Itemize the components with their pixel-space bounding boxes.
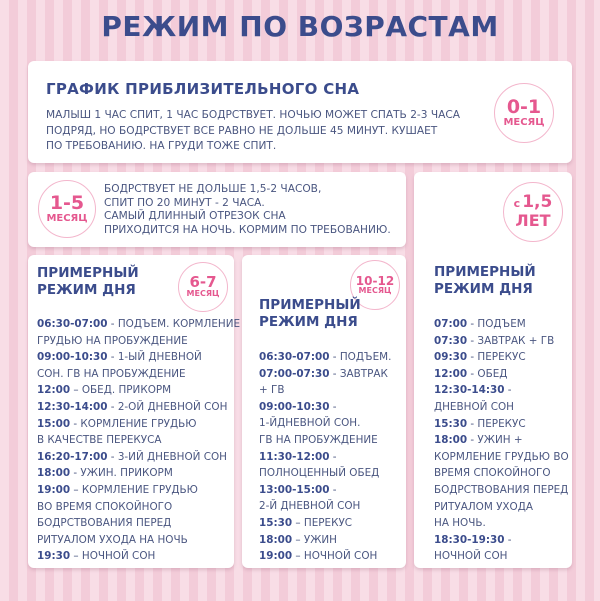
card-0-1-heading: ГРАФИК ПРИБЛИЗИТЕЛЬНОГО СНА [46,80,360,98]
schedule-time: 12:00 [434,367,468,380]
schedule-row [259,399,391,416]
schedule-row [259,548,391,565]
age-badge-unit: МЕСЯЦ [503,117,545,128]
card-from-1-5-heading [434,264,536,298]
card-6-7-month [28,255,241,568]
schedule-row [37,432,240,449]
age-badge-unit: МЕСЯЦ [46,213,88,224]
schedule-row [259,349,391,366]
age-badge-6-7 [178,262,228,312]
schedule-text: - [504,384,512,397]
schedule-row [37,316,240,333]
schedule-row [259,482,391,499]
card-1-5-line: БОДРСТВУЕТ НЕ ДОЛЬШЕ 1,5-2 ЧАСОВ, [104,183,322,195]
schedule-row [434,416,569,433]
schedule-text: ДНЕВНОЙ СОН [434,400,514,413]
schedule-text: – НОЧНОЙ СОН [292,550,378,563]
schedule-time: 16:20-17:00 [37,450,108,463]
schedule-time: 09:00-10:30 [259,400,330,413]
schedule-text: – ПЕРЕКУС [292,516,353,529]
heading-line: РЕЖИМ ДНЯ [37,282,136,298]
schedule-text: В КАЧЕСТВЕ ПЕРЕКУСА [37,434,162,447]
schedule-text: – НОЧНОЙ СОН [70,550,156,563]
schedule-row [37,399,240,416]
schedule-row [259,366,391,383]
card-10-12-heading [259,297,361,331]
schedule-time: 07:00 [434,318,468,330]
schedule-text: ВО ВРЕМЯ СПОКОЙНОГО [37,500,173,513]
schedule-row [434,316,569,333]
schedule-list [37,316,240,565]
card-1-5-line: СПИТ ПО 20 МИНУТ - 2 ЧАСА. [104,196,265,209]
schedule-row [37,382,240,399]
schedule-text: - КОРМЛЕНИЕ ГРУДЬЮ [70,417,197,430]
age-badge-value: 6-7 [189,273,217,292]
schedule-row [434,482,569,499]
schedule-row [434,333,569,350]
card-0-1-line: ПО ТРЕБОВАНИЮ. НА ГРУДИ ТОЖЕ СПИТ. [46,140,277,152]
schedule-row [37,548,240,565]
card-6-7-heading [37,265,139,299]
schedule-time: 09:00-10:30 [37,351,108,364]
schedule-text: РИТУАЛОМ УХОДА [434,500,533,513]
schedule-text: - ПОДЪЕМ. [329,351,392,363]
schedule-row [259,449,391,466]
schedule-text: - ЗАВТРАК + ГВ [467,334,555,347]
schedule-text: - 2-ОЙ ДНЕВНОЙ СОН [107,400,228,413]
schedule-row [259,532,391,549]
schedule-time: 11:30-12:00 [259,450,330,463]
schedule-row [259,432,391,449]
schedule-text: - ПЕРЕКУС [467,351,526,364]
schedule-text: - [329,400,337,413]
schedule-text: НОЧНОЙ СОН [434,550,508,563]
age-badge-value-group [513,191,553,212]
schedule-row [37,416,240,433]
schedule-time: 15:30 [259,516,293,529]
schedule-row [434,399,569,416]
schedule-time: 19:00 [259,550,293,563]
age-badge-value: 1-5 [49,192,85,214]
schedule-row [434,548,569,565]
schedule-row [37,499,240,516]
schedule-time: 12:30-14:00 [37,400,108,413]
schedule-text: 2-Й ДНЕВНОЙ СОН [259,500,361,513]
schedule-time: 15:00 [37,417,71,430]
schedule-time: 15:30 [434,417,468,430]
schedule-text: КОРМЛЕНИЕ ГРУДЬЮ ВО [434,450,569,463]
schedule-text: РИТУАЛОМ УХОДА НА НОЧЬ [37,533,188,546]
schedule-text: - ОБЕД [467,367,508,380]
schedule-list [434,316,569,565]
age-badge-prefix: с [513,196,521,210]
age-badge-0-1 [494,83,554,143]
card-0-1-line: ПОДРЯД, НО БОДРСТВУЕТ ВСЕ РАВНО НЕ ДОЛЬШЕ 45 МИНУТ. КУШАЕТ [46,124,438,137]
schedule-row [37,465,240,482]
schedule-row [434,432,569,449]
heading-line: РЕЖИМ ДНЯ [434,281,533,297]
age-badge-value: 0-1 [506,96,542,118]
schedule-text: - [504,533,512,546]
schedule-text: - УЖИН + [467,434,523,447]
schedule-text: 1-ЙДНЕВНОЙ СОН. [259,417,361,430]
schedule-time: 12:30-14:30 [434,384,505,397]
schedule-time: 19:30 [37,550,71,563]
schedule-row [37,349,240,366]
schedule-row [434,532,569,549]
schedule-row [259,465,391,482]
schedule-row [434,349,569,366]
schedule-row [37,449,240,466]
schedule-time: 07:00-07:30 [259,367,330,380]
schedule-time: 07:30 [434,334,468,347]
schedule-text: - ПОДЪЕМ [467,318,526,330]
schedule-list [259,349,391,565]
schedule-time: 09:30 [434,351,468,364]
schedule-time: 18:00 [259,533,293,546]
page-title: РЕЖИМ ПО ВОЗРАСТАМ [101,10,499,43]
schedule-row [37,532,240,549]
schedule-text: ГВ НА ПРОБУЖДЕНИЕ [259,433,378,446]
schedule-text: - ПОДЪЕМ. КОРМЛЕНИЕ [107,318,241,330]
schedule-text: – ОБЕД. ПРИКОРМ [70,384,172,397]
card-1-5-month [28,172,406,247]
card-10-12-month [242,255,406,568]
schedule-text: - 1-ЫЙ ДНЕВНОЙ [107,351,202,364]
schedule-time: 18:00 [37,467,71,480]
schedule-time: 18:00 [434,434,468,447]
schedule-time: 19:00 [37,483,71,496]
schedule-time: 12:00 [37,384,71,397]
schedule-row [434,515,569,532]
schedule-row [259,498,391,515]
schedule-row [37,482,240,499]
schedule-time: 06:30-07:00 [37,318,108,330]
heading-line: ПРИМЕРНЫЙ [37,265,139,281]
schedule-row [37,366,240,383]
schedule-text: БОДРСТВОВАНИЯ ПЕРЕД [37,517,172,530]
heading-line: ПРИМЕРНЫЙ [434,264,536,280]
schedule-row [434,465,569,482]
schedule-row [259,382,391,399]
schedule-row [434,499,569,516]
age-badge-unit: ЛЕТ [515,210,551,230]
heading-line: РЕЖИМ ДНЯ [259,314,358,330]
heading-line: ПРИМЕРНЫЙ [259,297,361,313]
schedule-text: – КОРМЛЕНИЕ ГРУДЬЮ [70,483,198,496]
card-0-1-text [46,108,460,155]
schedule-text: + ГВ [259,384,285,397]
schedule-text: - [329,483,337,496]
schedule-text: БОДРСТВОВАНИЯ ПЕРЕД [434,483,569,496]
schedule-text: - ЗАВТРАК [329,367,388,380]
schedule-text: - ПЕРЕКУС [467,417,526,430]
schedule-text: ПОЛНОЦЕННЫЙ ОБЕД [259,467,380,480]
card-0-1-line: МАЛЫШ 1 ЧАС СПИТ, 1 ЧАС БОДРСТВУЕТ. НОЧЬЮ МОЖЕТ СПАТЬ 2-3 ЧАСА [46,109,461,121]
card-1-5-text [104,183,391,237]
schedule-text: - [329,450,337,463]
card-1-5-line: ПРИХОДИТСЯ НА НОЧЬ. КОРМИМ ПО ТРЕБОВАНИЮ. [104,223,391,236]
schedule-text: - 3-ИЙ ДНЕВНОЙ СОН [107,450,227,463]
schedule-row [37,515,240,532]
age-badge-1-5 [38,180,96,238]
schedule-text: ВРЕМЯ СПОКОЙНОГО [434,467,551,480]
schedule-time: 18:30-19:30 [434,533,505,546]
age-badge-value: 10-12 [355,273,395,288]
schedule-text: - УЖИН. ПРИКОРМ [70,467,173,480]
age-badge-unit: МЕСЯЦ [186,289,220,299]
schedule-row [434,449,569,466]
card-1-5-line: САМЫЙ ДЛИННЫЙ ОТРЕЗОК СНА [104,210,286,223]
schedule-text: СОН. ГВ НА ПРОБУЖДЕНИЕ [37,367,186,380]
schedule-time: 06:30-07:00 [259,351,330,363]
card-from-1-5-years [414,172,572,568]
schedule-row [37,333,240,350]
age-badge-value: 1,5 [522,191,553,212]
age-badge-unit: МЕСЯЦ [358,285,392,295]
schedule-text: – УЖИН [292,533,337,546]
schedule-time: 13:00-15:00 [259,483,330,496]
card-0-1-month [28,61,572,163]
schedule-row [434,382,569,399]
schedule-row [259,515,391,532]
schedule-row [259,415,391,432]
schedule-row [434,366,569,383]
schedule-text: ГРУДЬЮ НА ПРОБУЖДЕНИЕ [37,334,188,347]
schedule-text: НА НОЧЬ. [434,517,486,530]
age-badge-from-1-5 [503,182,563,242]
